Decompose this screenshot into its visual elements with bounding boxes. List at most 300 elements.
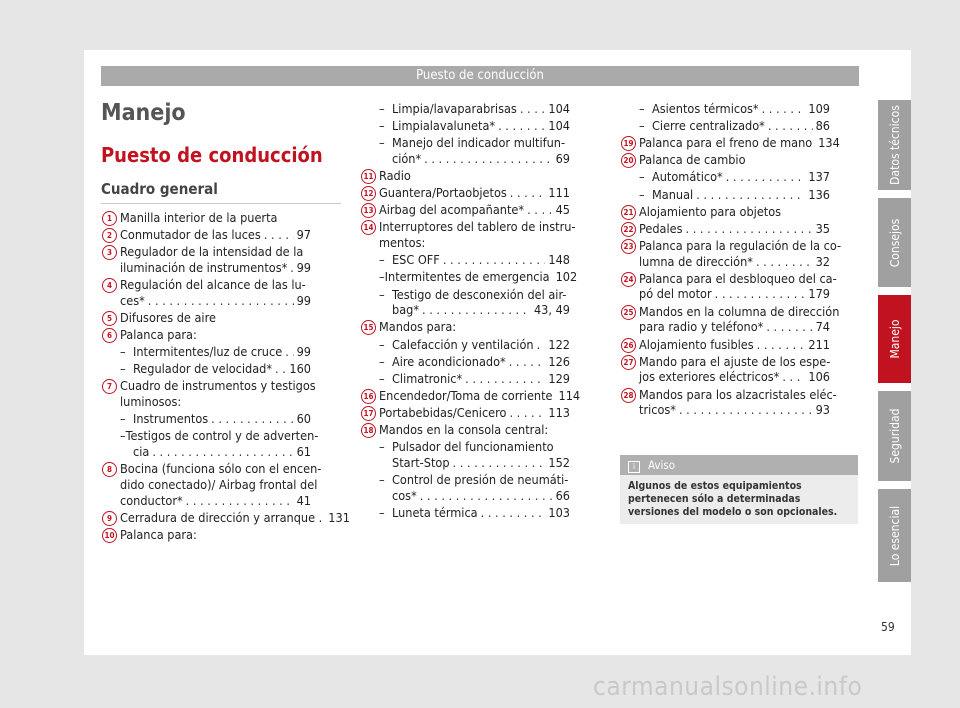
legend-item bbox=[379, 439, 570, 471]
legend-item bbox=[623, 353, 831, 386]
item-text: Calefacción y ventilación bbox=[392, 336, 534, 352]
leader-dots bbox=[148, 293, 294, 309]
item-text: Aire acondicionado* bbox=[392, 353, 506, 369]
item-number-badge: 16 bbox=[361, 389, 376, 404]
page-ref[interactable]: 104 bbox=[548, 118, 570, 134]
item-text: Encendedor/Toma de corriente bbox=[379, 387, 553, 403]
item-line bbox=[379, 422, 570, 438]
item-line bbox=[120, 510, 350, 526]
legend-item bbox=[623, 152, 830, 168]
tab-label: Lo esencial bbox=[887, 505, 902, 566]
leader-dots bbox=[211, 411, 293, 427]
item-number-badge: 25 bbox=[621, 305, 636, 320]
item-line bbox=[639, 286, 830, 302]
legend-item bbox=[379, 371, 570, 387]
leader-dots bbox=[424, 151, 552, 167]
legend-item bbox=[106, 378, 316, 410]
item-text: ces* bbox=[120, 292, 145, 308]
chapter-title: Manejo bbox=[101, 100, 186, 126]
dash: – bbox=[120, 428, 126, 444]
item-line bbox=[639, 270, 837, 287]
item-text: mentos: bbox=[379, 235, 426, 251]
page-ref[interactable]: 60 bbox=[296, 411, 311, 427]
item-text: Mando para el ajuste de los espe- bbox=[639, 353, 831, 369]
item-text: cia bbox=[133, 444, 150, 460]
leader-dots bbox=[696, 187, 805, 203]
item-text: Start-Stop bbox=[392, 454, 450, 470]
leader-dots bbox=[152, 444, 293, 460]
item-number-badge: 20 bbox=[621, 153, 636, 168]
item-line bbox=[379, 302, 570, 318]
leader-dots bbox=[420, 488, 553, 504]
page-ref[interactable]: 109 bbox=[808, 101, 830, 116]
legend-item bbox=[379, 337, 570, 353]
legend-item bbox=[106, 310, 311, 326]
page-ref[interactable]: 69 bbox=[555, 150, 570, 166]
item-number-badge: 11 bbox=[361, 169, 376, 184]
notice-header bbox=[620, 455, 858, 475]
item-text: Palanca para: bbox=[120, 527, 197, 543]
item-text: ción* bbox=[392, 150, 422, 166]
item-text: ESC OFF bbox=[392, 252, 440, 268]
item-line bbox=[379, 101, 570, 117]
item-line bbox=[639, 319, 830, 335]
page-ref[interactable]: 179 bbox=[808, 286, 830, 302]
page-ref[interactable]: 99 bbox=[296, 292, 311, 308]
leader-dots bbox=[520, 101, 546, 117]
item-line bbox=[120, 461, 322, 477]
item-text: Regulador de la intensidad de la bbox=[120, 244, 304, 260]
item-text: Cerradura de dirección y arranque . bbox=[120, 510, 323, 525]
item-line bbox=[639, 386, 837, 403]
item-line bbox=[120, 428, 319, 444]
item-line bbox=[379, 505, 570, 521]
item-text: Control de presión de neumáti- bbox=[392, 472, 569, 487]
notice-text: Algunos de estos equipamientos pertenecen sólo a determinadas versiones del modelo o son opcionales. bbox=[628, 480, 838, 518]
item-text: Testigo de desconexión del air- bbox=[392, 286, 567, 302]
item-line bbox=[639, 369, 830, 385]
item-line bbox=[639, 118, 830, 134]
item-text: Palanca para el freno de mano bbox=[639, 135, 813, 151]
item-text: Mandos en la consola central: bbox=[379, 422, 549, 437]
item-number-badge: 21 bbox=[621, 205, 636, 220]
item-line bbox=[379, 439, 570, 455]
legend-item bbox=[623, 135, 840, 151]
leader-dots bbox=[766, 319, 812, 335]
legend-item bbox=[379, 472, 570, 504]
legend-item bbox=[639, 101, 830, 117]
item-text: dido conectado)/ Airbag frontal del bbox=[120, 477, 318, 493]
page-ref[interactable]: 102 bbox=[555, 269, 578, 285]
leader-dots bbox=[679, 402, 813, 418]
leader-dots bbox=[782, 369, 805, 385]
item-line bbox=[379, 405, 570, 421]
item-line bbox=[120, 444, 311, 460]
legend-item bbox=[363, 185, 570, 201]
legend-item bbox=[106, 510, 350, 526]
legend-item bbox=[363, 319, 570, 335]
item-line bbox=[120, 244, 311, 260]
leader-dots bbox=[498, 118, 545, 134]
leader-dots bbox=[509, 354, 546, 370]
item-line bbox=[639, 354, 830, 370]
leader-dots bbox=[510, 185, 546, 201]
item-line bbox=[120, 310, 311, 326]
item-number-badge: 18 bbox=[361, 423, 376, 438]
page-ref[interactable]: 86 bbox=[815, 118, 830, 134]
subsection-title: Cuadro general bbox=[101, 180, 218, 198]
page-ref[interactable]: 35 bbox=[815, 220, 830, 236]
leader-dots bbox=[527, 202, 553, 218]
dash: – bbox=[379, 439, 385, 455]
item-number-badge: 26 bbox=[621, 338, 636, 353]
item-text: Guantera/Portaobjetos bbox=[379, 185, 507, 201]
item-line bbox=[379, 337, 570, 353]
item-number-badge: 6 bbox=[102, 328, 117, 343]
item-number-badge: 23 bbox=[621, 239, 636, 254]
page-ref[interactable]: 122 bbox=[548, 336, 570, 352]
legend-item bbox=[106, 244, 311, 276]
item-number-badge: 7 bbox=[102, 379, 117, 394]
item-number-badge: 1 bbox=[102, 211, 117, 226]
leader-dots bbox=[186, 493, 294, 509]
item-text: Pedales bbox=[639, 220, 683, 236]
leader-dots bbox=[686, 221, 813, 237]
item-text: Portabebidas/Cenicero bbox=[379, 404, 507, 420]
item-text: Mandos para: bbox=[379, 319, 457, 335]
item-text: para radio y teléfono* bbox=[639, 319, 764, 335]
item-line bbox=[379, 269, 578, 285]
page-ref[interactable]: 61 bbox=[296, 444, 311, 460]
item-line bbox=[639, 303, 840, 320]
item-text: Instrumentos bbox=[133, 411, 209, 427]
page-ref[interactable]: 41 bbox=[296, 492, 311, 508]
leader-dots bbox=[537, 337, 546, 353]
page-ref[interactable]: 113 bbox=[548, 404, 570, 420]
page-ref[interactable]: 45 bbox=[555, 202, 570, 218]
legend-item bbox=[106, 227, 311, 243]
item-line bbox=[120, 527, 311, 543]
tab-label: Manejo bbox=[887, 319, 902, 359]
legend-item bbox=[379, 269, 578, 285]
legend-item bbox=[120, 411, 311, 427]
item-line bbox=[120, 227, 311, 243]
item-line bbox=[379, 371, 570, 387]
tab-manejo[interactable] bbox=[878, 295, 911, 383]
legend-item bbox=[379, 252, 570, 268]
item-line bbox=[379, 455, 570, 471]
item-number-badge: 24 bbox=[621, 272, 636, 287]
legend-item bbox=[106, 461, 322, 508]
item-text: Climatronic* bbox=[392, 370, 463, 386]
item-line bbox=[379, 219, 576, 235]
page-ref[interactable]: 66 bbox=[555, 487, 570, 503]
page-ref[interactable]: 74 bbox=[815, 319, 830, 335]
page-number: 59 bbox=[881, 620, 895, 634]
item-text: conductor* bbox=[120, 492, 183, 508]
tab-label: Datos técnicos bbox=[887, 105, 902, 185]
item-text: iluminación de instrumentos* bbox=[120, 259, 288, 275]
dash: – bbox=[379, 370, 385, 386]
item-line bbox=[639, 221, 830, 237]
item-line bbox=[120, 477, 318, 493]
notice-box bbox=[620, 455, 858, 524]
dash: – bbox=[120, 361, 126, 377]
item-text: Bocina (funciona sólo con el encen- bbox=[120, 461, 322, 477]
item-number-badge: 9 bbox=[102, 511, 117, 526]
legend-item bbox=[363, 219, 576, 251]
item-line bbox=[639, 337, 830, 353]
dash: – bbox=[379, 101, 385, 116]
item-number-badge: 12 bbox=[361, 186, 376, 201]
item-text: Intermitentes de emergencia bbox=[384, 269, 550, 285]
page-ref[interactable]: 93 bbox=[815, 402, 830, 418]
legend-item bbox=[379, 287, 570, 319]
page-ref[interactable]: 106 bbox=[808, 369, 830, 385]
page-ref[interactable]: 114 bbox=[558, 387, 581, 403]
item-line bbox=[639, 135, 840, 151]
item-line bbox=[120, 327, 311, 343]
item-text: luminosos: bbox=[120, 394, 182, 410]
page-ref[interactable]: 136 bbox=[808, 186, 830, 202]
item-text: Automático* bbox=[652, 169, 723, 185]
item-text: cos* bbox=[392, 487, 417, 503]
item-line bbox=[639, 169, 830, 185]
item-text: Testigos de control y de adverten- bbox=[125, 428, 319, 444]
leader-dots bbox=[757, 337, 806, 353]
tab-label: Seguridad bbox=[887, 408, 902, 464]
legend-item bbox=[120, 428, 319, 460]
item-text: Regulación del alcance de las lu- bbox=[120, 277, 306, 293]
legend-item bbox=[379, 135, 570, 167]
item-text: Mandos para los alzacristales eléc- bbox=[639, 386, 837, 402]
item-number-badge: 8 bbox=[102, 462, 117, 477]
item-line bbox=[379, 202, 570, 218]
item-number-badge: 3 bbox=[102, 245, 117, 260]
item-line bbox=[639, 254, 830, 270]
leader-dots bbox=[453, 455, 546, 471]
dash: – bbox=[379, 286, 385, 302]
item-line bbox=[120, 411, 311, 427]
item-line bbox=[379, 168, 570, 184]
legend-item bbox=[639, 169, 830, 185]
page-ref[interactable]: 148 bbox=[548, 252, 570, 268]
dash: – bbox=[120, 344, 126, 360]
dash: – bbox=[639, 101, 645, 116]
item-text: tricos* bbox=[639, 402, 676, 418]
item-number-badge: 4 bbox=[102, 278, 117, 293]
legend-item bbox=[623, 336, 830, 353]
item-text: Radio bbox=[379, 168, 411, 184]
tab-consejos[interactable] bbox=[878, 198, 911, 287]
notice-title: Aviso bbox=[648, 458, 676, 472]
legend-item bbox=[379, 505, 570, 521]
item-text: Alojamiento para objetos bbox=[639, 203, 782, 219]
leader-dots bbox=[509, 405, 545, 421]
item-number-badge: 17 bbox=[361, 406, 376, 421]
dash: – bbox=[379, 118, 385, 134]
item-line bbox=[379, 135, 570, 151]
page-ref[interactable]: 137 bbox=[808, 169, 830, 185]
legend-item bbox=[623, 220, 830, 237]
page-ref[interactable]: 160 bbox=[289, 361, 311, 377]
page-ref[interactable]: 152 bbox=[548, 454, 570, 470]
item-line bbox=[379, 387, 581, 404]
item-line bbox=[379, 287, 570, 303]
item-number-badge: 13 bbox=[361, 203, 376, 218]
leader-dots bbox=[715, 286, 806, 302]
dash: – bbox=[639, 169, 645, 185]
section-title: Puesto de conducción bbox=[101, 143, 323, 167]
item-text: Intermitentes/luz de cruce bbox=[133, 344, 283, 360]
item-number-badge: 10 bbox=[102, 528, 117, 543]
item-line bbox=[120, 277, 311, 293]
item-number-badge: 15 bbox=[361, 320, 376, 335]
page-ref[interactable]: 99 bbox=[296, 344, 311, 360]
leader-dots bbox=[481, 505, 546, 521]
dash: – bbox=[379, 472, 385, 487]
page-ref[interactable]: 111 bbox=[548, 185, 570, 201]
item-line bbox=[379, 488, 570, 504]
item-text: Palanca para: bbox=[120, 327, 197, 343]
tab-datos-tecnicos[interactable] bbox=[878, 100, 911, 190]
leader-dots bbox=[756, 254, 813, 270]
item-text: Limpialavaluneta* bbox=[392, 118, 496, 134]
item-line bbox=[379, 151, 570, 167]
item-text: Luneta térmica bbox=[392, 504, 478, 520]
item-text: pó del motor bbox=[639, 286, 712, 302]
legend-item bbox=[104, 527, 311, 543]
item-line bbox=[379, 185, 570, 201]
legend-item bbox=[623, 237, 842, 270]
legend-item bbox=[379, 354, 570, 370]
item-text: Conmutador de las luces bbox=[120, 227, 261, 243]
item-text: Pulsador del funcionamiento bbox=[392, 439, 554, 455]
item-number-badge: 2 bbox=[102, 228, 117, 243]
item-line bbox=[639, 187, 830, 203]
item-text: Cierre centralizado* bbox=[652, 118, 765, 134]
legend-item bbox=[120, 361, 311, 377]
item-text: Palanca de cambio bbox=[639, 152, 746, 168]
item-text: lumna de dirección* bbox=[639, 253, 753, 269]
item-text: Manilla interior de la puerta bbox=[120, 210, 278, 225]
subsection-divider bbox=[101, 203, 341, 204]
item-line bbox=[120, 344, 311, 360]
item-line bbox=[120, 493, 311, 509]
leader-dots bbox=[290, 260, 293, 276]
legend-item bbox=[379, 118, 570, 134]
running-header: Puesto de conducción bbox=[101, 66, 859, 86]
item-line bbox=[379, 118, 570, 134]
page-ref[interactable]: 126 bbox=[548, 353, 570, 369]
page-ref[interactable]: 103 bbox=[548, 504, 570, 520]
item-line bbox=[639, 237, 842, 254]
item-line bbox=[379, 354, 570, 370]
legend-item bbox=[363, 422, 570, 438]
item-line bbox=[120, 378, 316, 394]
item-text: Manual bbox=[652, 186, 694, 202]
page-ref[interactable]: 129 bbox=[548, 370, 570, 386]
page-ref[interactable]: 104 bbox=[548, 101, 570, 116]
dash: – bbox=[379, 504, 385, 520]
page-ref[interactable]: 211 bbox=[808, 336, 830, 352]
item-number-badge: 19 bbox=[621, 136, 636, 151]
tab-lo-esencial[interactable] bbox=[878, 489, 911, 582]
leader-dots bbox=[422, 302, 531, 318]
item-line bbox=[379, 235, 570, 251]
leader-dots bbox=[465, 371, 545, 387]
legend-item bbox=[639, 187, 830, 203]
item-line bbox=[120, 361, 311, 377]
item-text: jos exteriores eléctricos* bbox=[639, 369, 780, 385]
leader-dots bbox=[726, 169, 806, 185]
item-line bbox=[120, 260, 311, 276]
item-text: Interruptores del tablero de instru- bbox=[379, 219, 576, 235]
legend-item bbox=[379, 101, 570, 117]
leader-dots bbox=[285, 344, 293, 360]
item-text: bag* bbox=[392, 302, 419, 318]
tab-seguridad[interactable] bbox=[878, 391, 911, 481]
legend-item bbox=[623, 386, 837, 419]
item-text: Cuadro de instrumentos y testigos bbox=[120, 378, 316, 394]
dash: – bbox=[639, 118, 645, 134]
legend-item bbox=[106, 277, 311, 309]
leader-dots bbox=[264, 227, 294, 243]
item-text: Palanca para la regulación de la co- bbox=[639, 237, 842, 253]
page-ref[interactable]: 43, 49 bbox=[533, 302, 570, 318]
legend-item bbox=[363, 404, 570, 421]
dash: – bbox=[120, 411, 126, 427]
page-ref[interactable]: 97 bbox=[296, 227, 311, 243]
item-line bbox=[639, 204, 830, 220]
legend-item bbox=[106, 327, 311, 343]
item-line bbox=[639, 402, 830, 418]
item-line bbox=[379, 472, 570, 488]
legend-item bbox=[363, 387, 581, 404]
item-text: Limpia/lavaparabrisas bbox=[392, 101, 517, 116]
legend-item bbox=[623, 270, 837, 303]
item-number-badge: 28 bbox=[621, 388, 636, 403]
dash: – bbox=[379, 135, 385, 151]
item-line bbox=[120, 210, 311, 226]
page-ref[interactable]: 134 bbox=[818, 135, 840, 151]
item-text: Regulador de velocidad* bbox=[133, 361, 273, 377]
item-number-badge: 5 bbox=[102, 311, 117, 326]
legend-item bbox=[120, 344, 311, 360]
item-number-badge: 27 bbox=[621, 355, 636, 370]
watermark: carmanualsonline.info bbox=[593, 672, 863, 702]
item-line bbox=[639, 152, 830, 168]
item-text: Alojamiento fusibles bbox=[639, 336, 754, 352]
page-ref[interactable]: 131 bbox=[328, 510, 350, 525]
leader-dots bbox=[275, 361, 286, 377]
dash: – bbox=[639, 186, 645, 202]
legend-item bbox=[363, 168, 570, 184]
item-line bbox=[120, 394, 311, 410]
item-line bbox=[379, 319, 570, 335]
dash: – bbox=[379, 353, 385, 369]
legend-item bbox=[623, 203, 830, 220]
page-ref[interactable]: 99 bbox=[296, 259, 311, 275]
legend-item bbox=[363, 202, 570, 218]
dash: – bbox=[379, 336, 385, 352]
item-text: Airbag del acompañante* bbox=[379, 202, 525, 218]
dash: – bbox=[379, 252, 385, 268]
leader-dots bbox=[762, 101, 806, 117]
legend-item bbox=[623, 303, 840, 336]
page-ref[interactable]: 32 bbox=[815, 253, 830, 269]
item-text: Mandos en la columna de dirección bbox=[639, 303, 840, 319]
